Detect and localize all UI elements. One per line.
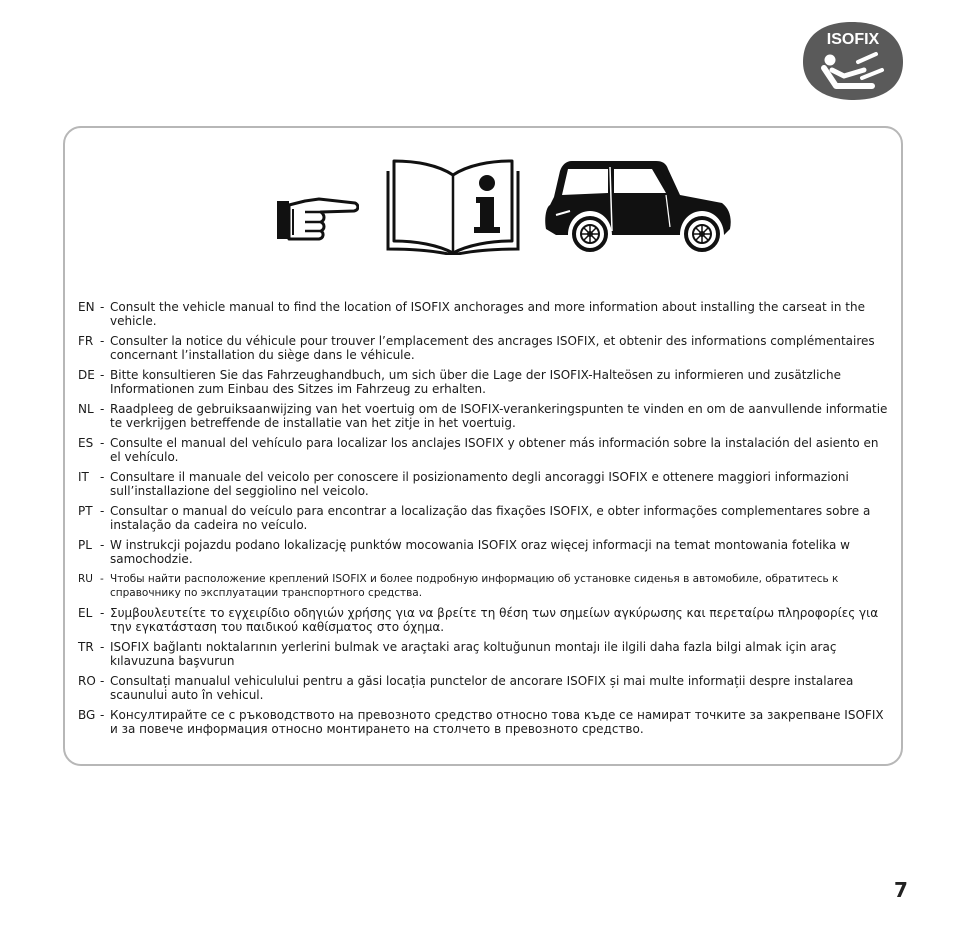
instruction-text: Bitte konsultieren Sie das Fahrzeughandbuch, um sich über die Lage der ISOFIX-Halteösen zu informieren und zusätzliche Informationen zum Einbau des Sitzes im Fahrzeug zu erhalten. [110,368,841,396]
dash: - [100,436,105,450]
instruction-text: Συμβουλευτείτε το εγχειρίδιο οδηγιών χρήσης για να βρείτε τη θέση των σημείων αγκύρωσης και περεταίρω πληροφορίες για την εγκατάσταση του παιδικού καθίσματος στο όχημα. [110,606,879,634]
language-code: TR [78,640,94,654]
instruction-text: Консултирайте се с ръководството на превозното средство относно това къде се намират точките за закрепване ISOFIX и за повече информация относно монтирането на столчето в превозното средство. [110,708,884,736]
instruction-fr [78,335,893,362]
isofix-badge-label: ISOFIX [826,31,880,48]
instruction-ru [78,573,893,600]
dash: - [100,640,105,654]
language-code: EL [78,606,93,620]
instruction-text: Consult the vehicle manual to find the location of ISOFIX anchorages and more information about installing the carseat in the vehicle. [110,300,865,328]
language-code: RO [78,674,96,688]
dash: - [100,300,105,314]
instruction-text: Consulter la notice du véhicule pour trouver l’emplacement des ancrages ISOFIX, et obtenir des informations complémentaires concernant l’installation du siège dans le véhicule. [110,334,875,362]
language-code: ES [78,436,94,450]
instruction-bg [78,709,893,736]
instruction-es [78,437,893,464]
instruction-pl [78,539,893,566]
instruction-text: Consulte el manual del vehículo para localizar los anclajes ISOFIX y obtener más información sobre la instalación del asiento en el vehículo. [110,436,879,464]
instruction-pt [78,505,893,532]
instruction-de [78,369,893,396]
pointing-hand-icon [275,195,359,245]
instruction-list [78,301,893,743]
instruction-text: Consultați manualul vehiculului pentru a găsi locația punctelor de ancorare ISOFIX și mai multe informații despre instalarea scaunului auto în vehicul. [110,674,854,702]
dash: - [100,708,105,722]
language-code: NL [78,402,94,416]
language-code: PL [78,538,92,552]
language-code: IT [78,470,89,484]
instruction-text: Raadpleeg de gebruiksaanwijzing van het voertuig om de ISOFIX-verankeringspunten te vinden en om de aanvullende informatie te verkrijgen betreffende de installatie van het zitje in het voertuig. [110,402,888,430]
instruction-text: ISOFIX bağlantı noktalarının yerlerini bulmak ve araçtaki araç koltuğunun montajı ile ilgili daha fazla bilgi almak için araç kılavuzuna başvurun [110,640,837,668]
dash: - [100,504,105,518]
instruction-it [78,471,893,498]
language-code: DE [78,368,95,382]
language-code: PT [78,504,93,518]
dash: - [100,573,104,585]
dash: - [100,334,105,348]
instruction-ro [78,675,893,702]
instruction-text: Чтобы найти расположение креплений ISOFIX и более подробную информацию об установке сиденья в автомобиле, обратитесь к справочнику по эксплуатации транспортного средства. [110,573,839,599]
page-number: 7 [894,878,908,902]
dash: - [100,538,105,552]
instruction-el [78,607,893,634]
dash: - [100,606,105,620]
instruction-tr [78,641,893,668]
instruction-en [78,301,893,328]
car-icon [542,157,734,252]
instruction-text: Consultare il manuale del veicolo per conoscere il posizionamento degli ancoraggi ISOFIX e ottenere maggiori informazioni sull’installazione del seggiolino nel veicolo. [110,470,849,498]
dash: - [100,470,105,484]
dash: - [100,674,105,688]
info-manual-icon [386,157,520,255]
instruction-nl [78,403,893,430]
isofix-badge-icon [802,20,904,102]
language-code: EN [78,300,95,314]
dash: - [100,368,105,382]
language-code: FR [78,334,94,348]
language-code: BG [78,708,96,722]
language-code: RU [78,573,93,585]
instruction-text: W instrukcji pojazdu podano lokalizację punktów mocowania ISOFIX oraz więcej informacji na temat montowania fotelika w samochodzie. [110,538,850,566]
instruction-text: Consultar o manual do veículo para encontrar a localização das fixações ISOFIX, e obter informações complementares sobre a instalação da cadeira no veículo. [110,504,871,532]
dash: - [100,402,105,416]
